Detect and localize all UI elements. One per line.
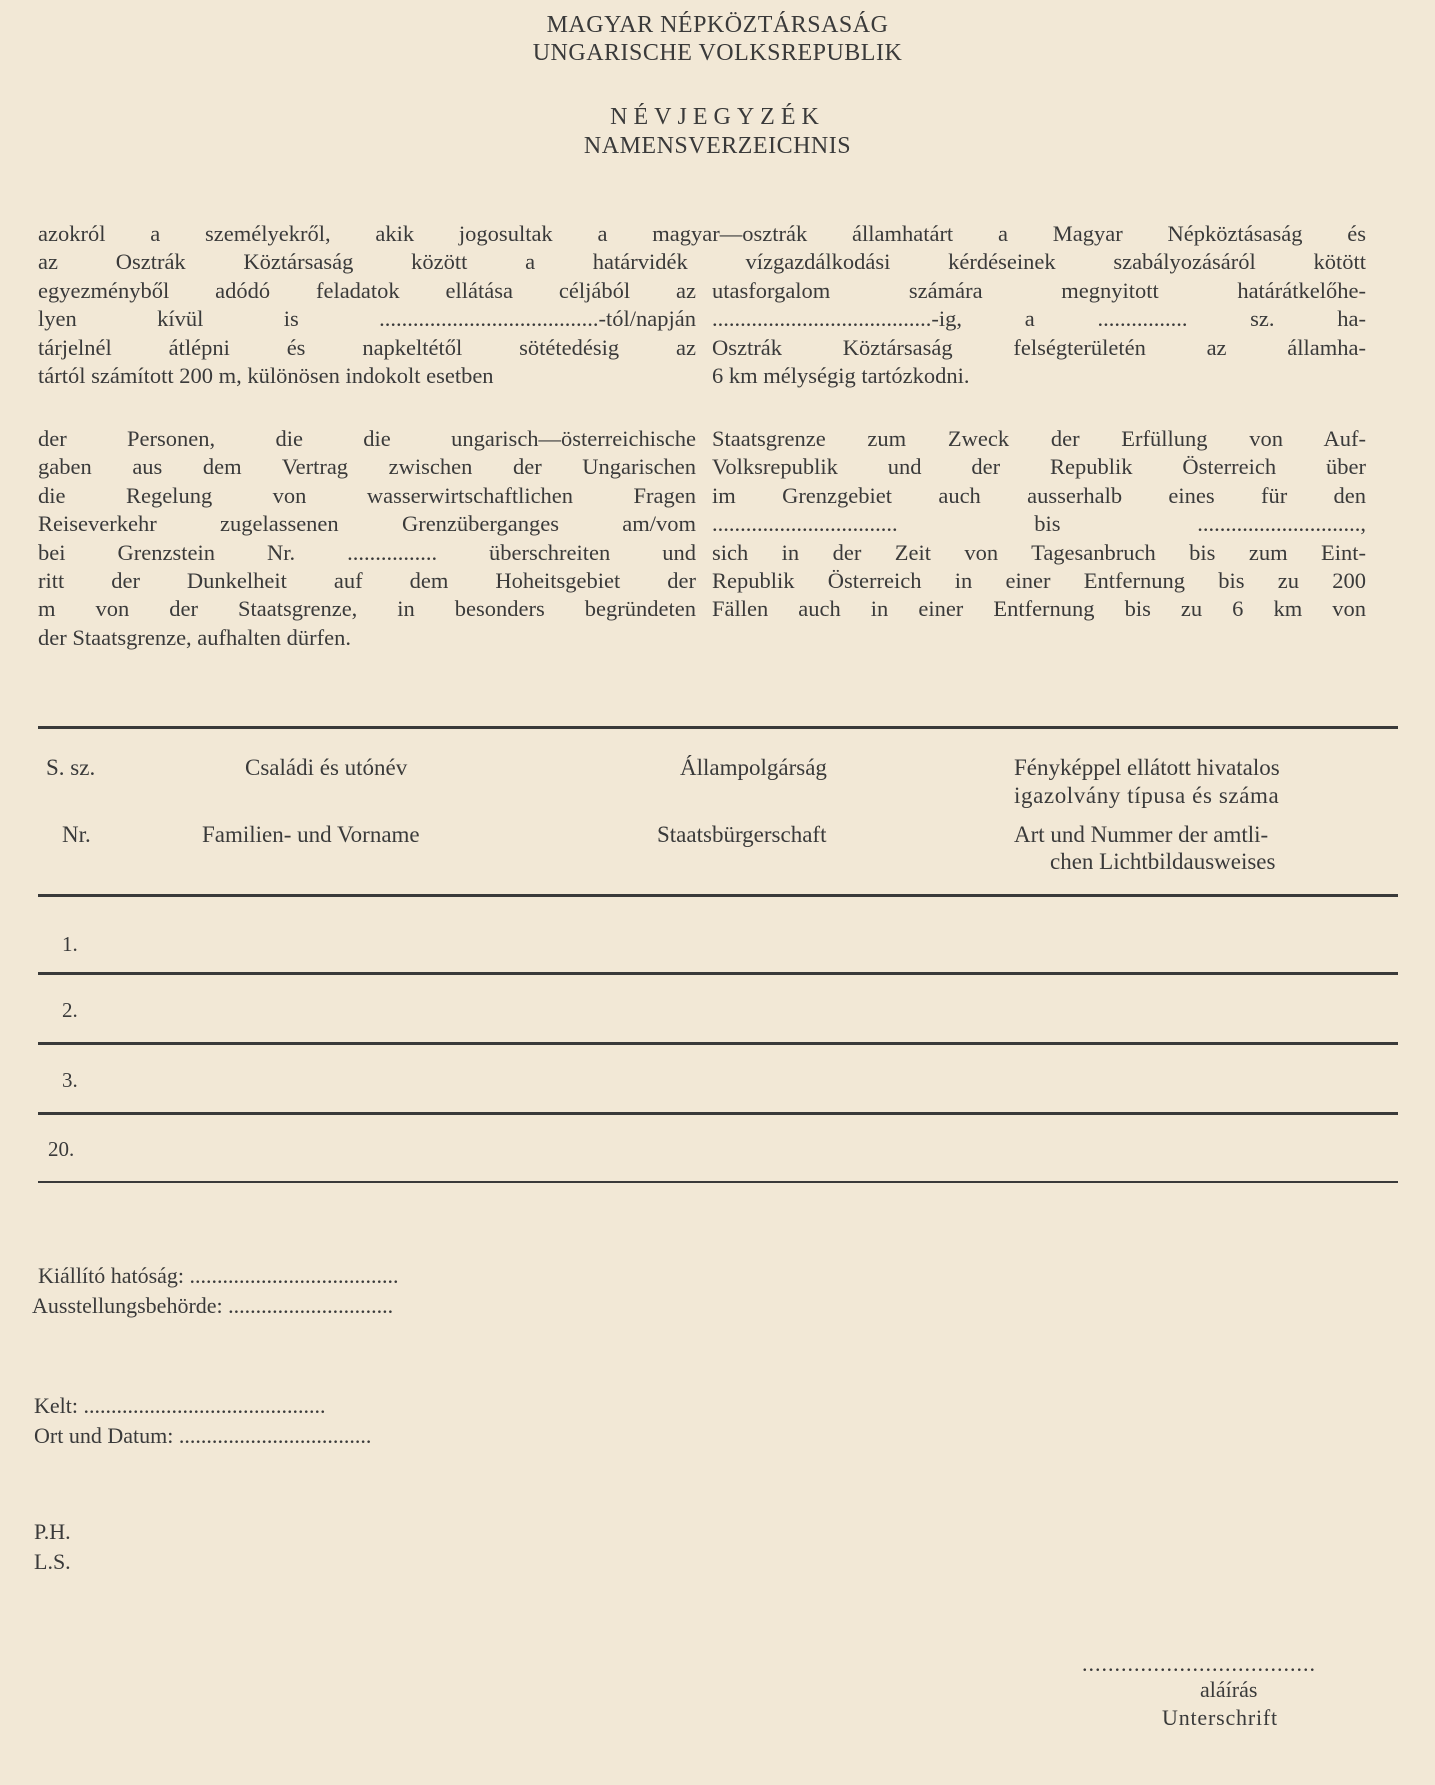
- col-id-hu-2: igazolvány típusa és száma: [1014, 783, 1280, 808]
- country-de: UNGARISCHE VOLKSREPUBLIK: [532, 40, 903, 66]
- table-row-number: 2.: [62, 998, 78, 1022]
- table-header-rule: [38, 894, 1398, 897]
- text-line: 6 km mélységig tartózkodni.: [712, 363, 970, 389]
- seal-de: L.S.: [34, 1549, 71, 1574]
- col-citizenship-de: Staatsbürgerschaft: [657, 822, 827, 847]
- text-line: lyen kívül is .......................................-tól/napján: [38, 306, 696, 332]
- text-line: azokról a személyekről, akik jogosultak a magyar—osztrák államhatárt a Magyar Népköztásaság és: [38, 221, 1366, 246]
- col-citizenship-hu: Állampolgárság: [680, 755, 827, 780]
- table-row-number: 20.: [48, 1137, 75, 1161]
- signature-label-de: Unterschrift: [1162, 1705, 1278, 1730]
- text-line: Volksrepublik und der Republik Österreich über: [712, 454, 1366, 480]
- issuing-authority-de: Ausstellungsbehörde: ..............................: [32, 1293, 394, 1318]
- text-line: .......................................-ig, a ................ sz. ha-: [712, 306, 1366, 332]
- paragraph-de-left: [38, 425, 696, 652]
- text-line: tártól számított 200 m, különösen indokolt esetben: [38, 363, 494, 389]
- col-name-de: Familien- und Vorname: [202, 822, 420, 847]
- text-line: m von der Staatsgrenze, in besonders begründeten: [38, 596, 696, 622]
- row-rule: [38, 972, 1398, 975]
- row-rule: [38, 1112, 1398, 1115]
- issuing-authority-hu: Kiállító hatóság: ......................................: [38, 1263, 399, 1288]
- text-line: Osztrák Köztársaság felségterületén az államha-: [712, 334, 1366, 360]
- title-hu: NÉVJEGYZÉK: [610, 104, 825, 130]
- text-line: Staatsgrenze zum Zweck der Erfüllung von Auf-: [712, 426, 1366, 451]
- title-de: NAMENSVERZEICHNIS: [583, 133, 852, 159]
- col-number-hu: S. sz.: [46, 755, 96, 780]
- text-line: ................................. bis .............................,: [712, 511, 1366, 537]
- paragraph-hu-intro: [38, 220, 1366, 277]
- text-line: die Regelung von wasserwirtschaftlichen Fragen: [38, 482, 696, 508]
- text-line: der Personen, die die ungarisch—österreichische: [38, 426, 696, 451]
- text-line: bei Grenzstein Nr. ................ überschreiten und: [38, 539, 696, 565]
- country-hu: MAGYAR NÉPKÖZTÁRSASÁG: [546, 12, 889, 38]
- table-bottom-rule: [38, 1181, 1398, 1183]
- text-line: Fällen auch in einer Entfernung bis zu 6 km von: [712, 596, 1366, 622]
- text-line: utasforgalom számára megnyitott határátkelőhe-: [712, 278, 1366, 303]
- paragraph-hu-right: [712, 277, 1366, 391]
- col-number-de: Nr.: [62, 822, 91, 847]
- paragraph-de-right: [712, 425, 1366, 624]
- col-name-hu: Családi és utónév: [245, 755, 408, 780]
- text-line: ritt der Dunkelheit auf dem Hoheitsgebiet der: [38, 567, 696, 593]
- seal-hu: P.H.: [34, 1519, 71, 1544]
- text-line: sich in der Zeit von Tagesanbruch bis zum Eint-: [712, 539, 1366, 565]
- text-line: der Staatsgrenze, aufhalten dürfen.: [38, 624, 351, 650]
- text-line: egyezményből adódó feladatok ellátása céljából az: [38, 278, 696, 303]
- table-row-number: 1.: [62, 932, 78, 956]
- col-id-de-1: Art und Nummer der amtli-: [1014, 822, 1269, 847]
- col-id-hu-1: Fényképpel ellátott hivatalos: [1014, 755, 1280, 780]
- date-place-de: Ort und Datum: ...................................: [34, 1423, 372, 1448]
- table-top-rule: [38, 726, 1398, 729]
- text-line: Reiseverkehr zugelassenen Grenzüberganges am/vom: [38, 511, 696, 537]
- text-line: gaben aus dem Vertrag zwischen der Ungarischen: [38, 454, 696, 480]
- paragraph-hu-left: [38, 277, 696, 391]
- text-line: tárjelnél átlépni és napkeltétől sötétedésig az: [38, 334, 696, 360]
- signature-label-hu: aláírás: [1200, 1677, 1258, 1702]
- table-row-number: 3.: [62, 1068, 78, 1092]
- row-rule: [38, 1042, 1398, 1045]
- date-place-hu: Kelt: ............................................: [34, 1393, 326, 1418]
- text-line: im Grenzgebiet auch ausserhalb eines für den: [712, 482, 1366, 508]
- col-id-de-2: chen Lichtbildausweises: [1050, 849, 1276, 874]
- signature-line: ....................................: [1082, 1651, 1316, 1676]
- text-line: az Osztrák Köztársaság között a határvidék vízgazdálkodási kérdéseinek szabályozásáról kötött: [38, 249, 1366, 275]
- text-line: Republik Österreich in einer Entfernung bis zu 200: [712, 567, 1366, 593]
